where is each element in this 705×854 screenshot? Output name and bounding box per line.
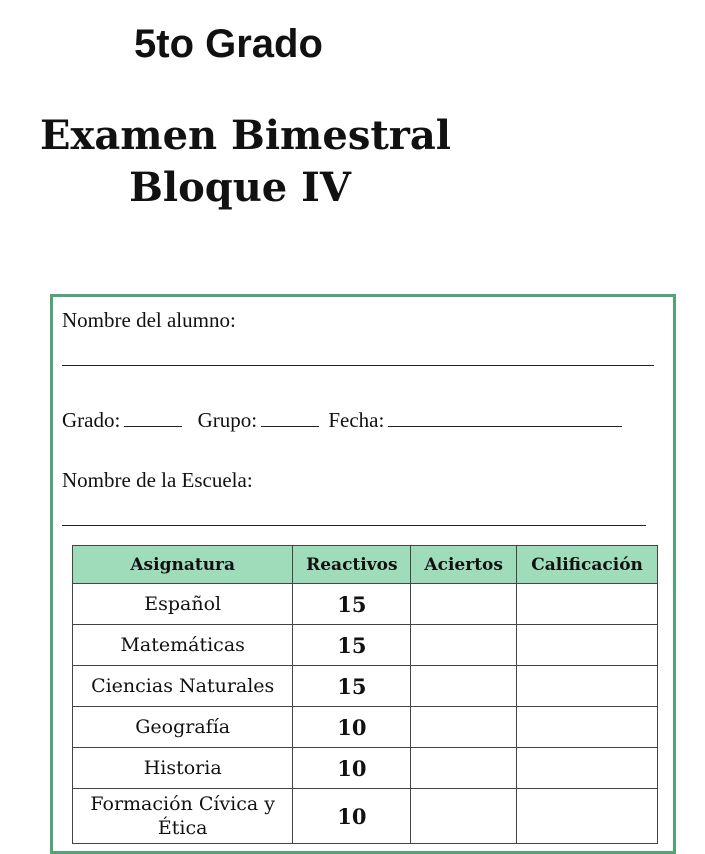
subject-cell: Geografía xyxy=(73,707,293,748)
header-asignatura: Asignatura xyxy=(73,546,293,584)
reactivos-cell: 15 xyxy=(293,625,411,666)
subject-cell: Ciencias Naturales xyxy=(73,666,293,707)
group-blank[interactable] xyxy=(261,408,319,427)
school-name-label: Nombre de la Escuela: xyxy=(62,468,253,492)
school-name-line[interactable] xyxy=(62,525,646,526)
grade-blank[interactable] xyxy=(124,408,182,427)
student-name-line[interactable] xyxy=(62,365,654,366)
aciertos-cell[interactable] xyxy=(411,748,517,789)
reactivos-cell: 15 xyxy=(293,666,411,707)
exam-title xyxy=(40,110,451,214)
exam-title-line-1: Examen Bimestral xyxy=(40,112,451,159)
calificacion-cell[interactable] xyxy=(517,748,658,789)
grade-title: 5to Grado xyxy=(134,22,323,66)
group-label: Grupo: xyxy=(197,408,258,432)
reactivos-cell: 10 xyxy=(293,707,411,748)
table-row xyxy=(73,625,658,666)
exam-title-line-2: Bloque IV xyxy=(129,164,351,211)
table-row xyxy=(73,707,658,748)
aciertos-cell[interactable] xyxy=(411,707,517,748)
table-header-row xyxy=(73,546,658,584)
subject-cell: Español xyxy=(73,584,293,625)
calificacion-cell[interactable] xyxy=(517,707,658,748)
grade-group-date-row xyxy=(62,407,626,433)
subject-cell: Formación Cívica y Ética xyxy=(73,789,293,844)
reactivos-cell: 15 xyxy=(293,584,411,625)
aciertos-cell[interactable] xyxy=(411,625,517,666)
subjects-table xyxy=(72,545,658,844)
reactivos-cell: 10 xyxy=(293,789,411,844)
reactivos-cell: 10 xyxy=(293,748,411,789)
table-row xyxy=(73,666,658,707)
calificacion-cell[interactable] xyxy=(517,666,658,707)
student-info-box xyxy=(50,294,676,854)
header-calificacion: Calificación xyxy=(517,546,658,584)
grade-label: Grado: xyxy=(62,408,121,432)
subject-cell: Historia xyxy=(73,748,293,789)
aciertos-cell[interactable] xyxy=(411,584,517,625)
student-name-label: Nombre del alumno: xyxy=(62,308,236,332)
subject-cell: Matemáticas xyxy=(73,625,293,666)
header-reactivos: Reactivos xyxy=(293,546,411,584)
table-row xyxy=(73,584,658,625)
calificacion-cell[interactable] xyxy=(517,584,658,625)
table-row xyxy=(73,748,658,789)
date-blank[interactable] xyxy=(388,408,622,427)
header-aciertos: Aciertos xyxy=(411,546,517,584)
calificacion-cell[interactable] xyxy=(517,789,658,844)
table-row xyxy=(73,789,658,844)
date-label: Fecha: xyxy=(328,408,385,432)
aciertos-cell[interactable] xyxy=(411,666,517,707)
aciertos-cell[interactable] xyxy=(411,789,517,844)
calificacion-cell[interactable] xyxy=(517,625,658,666)
